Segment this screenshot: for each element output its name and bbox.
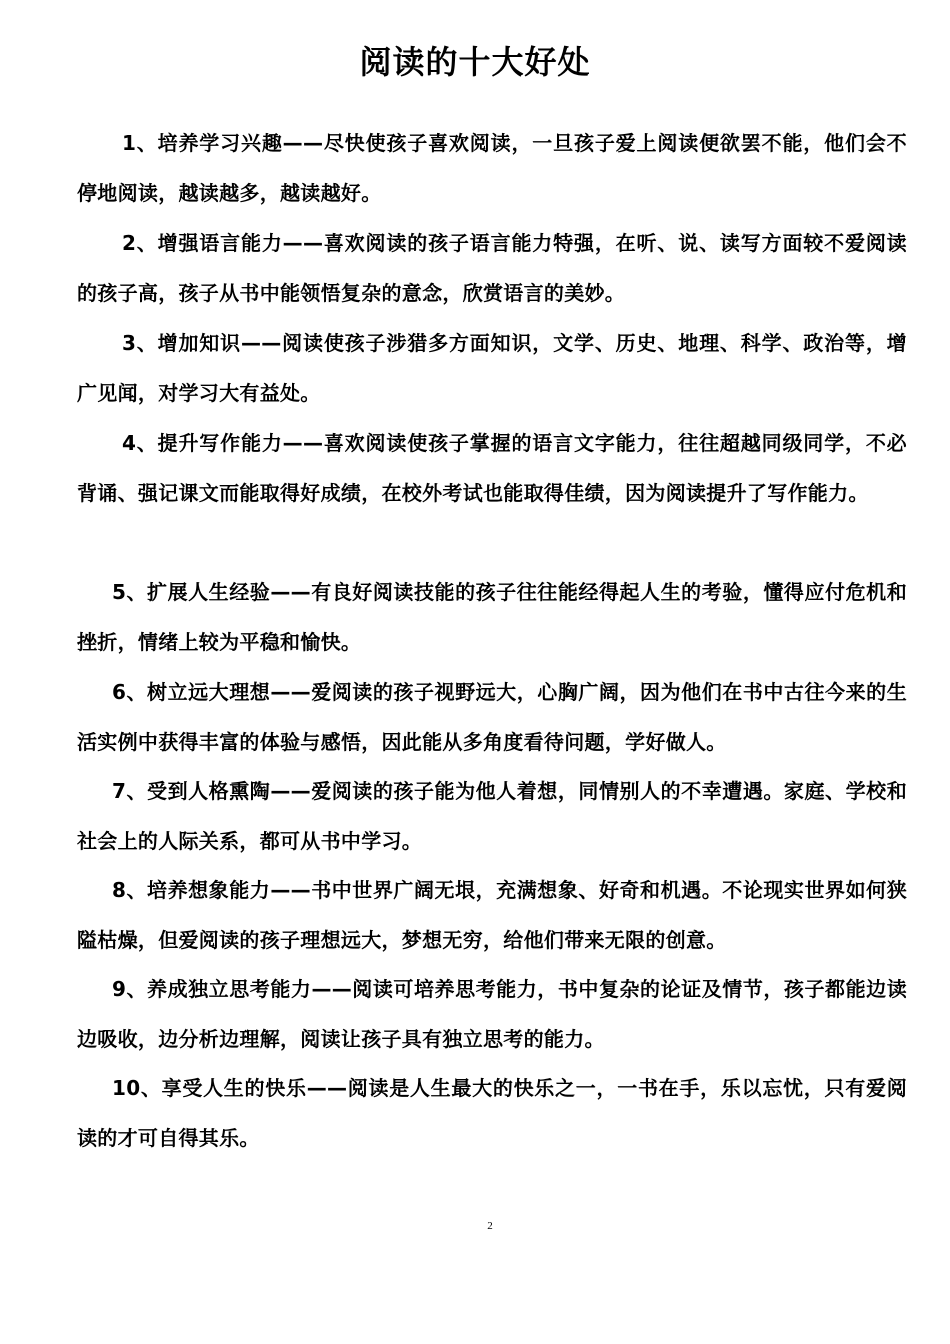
list-item-5: 5、扩展人生经验——有良好阅读技能的孩子往往能经得起人生的考验，懂得应付危机和挫折，情绪上较为平稳和愉快。 [77, 580, 907, 654]
list-item-7: 7、受到人格熏陶——爱阅读的孩子能为他人着想，同情别人的不幸遭遇。家庭、学校和社会上的人际关系，都可从书中学习。 [77, 779, 907, 853]
list-item-4: 4、提升写作能力——喜欢阅读使孩子掌握的语言文字能力，往往超越同级同学，不必背诵、强记课文而能取得好成绩，在校外考试也能取得佳绩，因为阅读提升了写作能力。 [77, 431, 907, 505]
list-item-2: 2、增强语言能力——喜欢阅读的孩子语言能力特强，在听、说、读写方面较不爱阅读的孩子高，孩子从书中能领悟复杂的意念，欣赏语言的美妙。 [77, 231, 907, 305]
list-item-3: 3、增加知识——阅读使孩子涉猎多方面知识，文学、历史、地理、科学、政治等，增广见闻，对学习大有益处。 [77, 331, 907, 405]
page-title: 阅读的十大好处 [359, 43, 591, 81]
list-item-6: 6、树立远大理想——爱阅读的孩子视野远大，心胸广阔，因为他们在书中古往今来的生活实例中获得丰富的体验与感悟，因此能从多角度看待问题，学好做人。 [77, 680, 907, 754]
list-item-10: 10、享受人生的快乐——阅读是人生最大的快乐之一，一书在手，乐以忘忧，只有爱阅读的才可自得其乐。 [77, 1076, 907, 1150]
list-item-9: 9、养成独立思考能力——阅读可培养思考能力，书中复杂的论证及情节，孩子都能边读边吸收，边分析边理解，阅读让孩子具有独立思考的能力。 [77, 977, 907, 1051]
list-item-8: 8、培养想象能力——书中世界广阔无垠，充满想象、好奇和机遇。不论现实世界如何狭隘枯燥，但爱阅读的孩子理想远大，梦想无穷，给他们带来无限的创意。 [77, 878, 907, 952]
page-number: 2 [487, 1220, 493, 1232]
list-item-1: 1、培养学习兴趣——尽快使孩子喜欢阅读，一旦孩子爱上阅读便欲罢不能，他们会不停地阅读，越读越多，越读越好。 [77, 131, 907, 205]
